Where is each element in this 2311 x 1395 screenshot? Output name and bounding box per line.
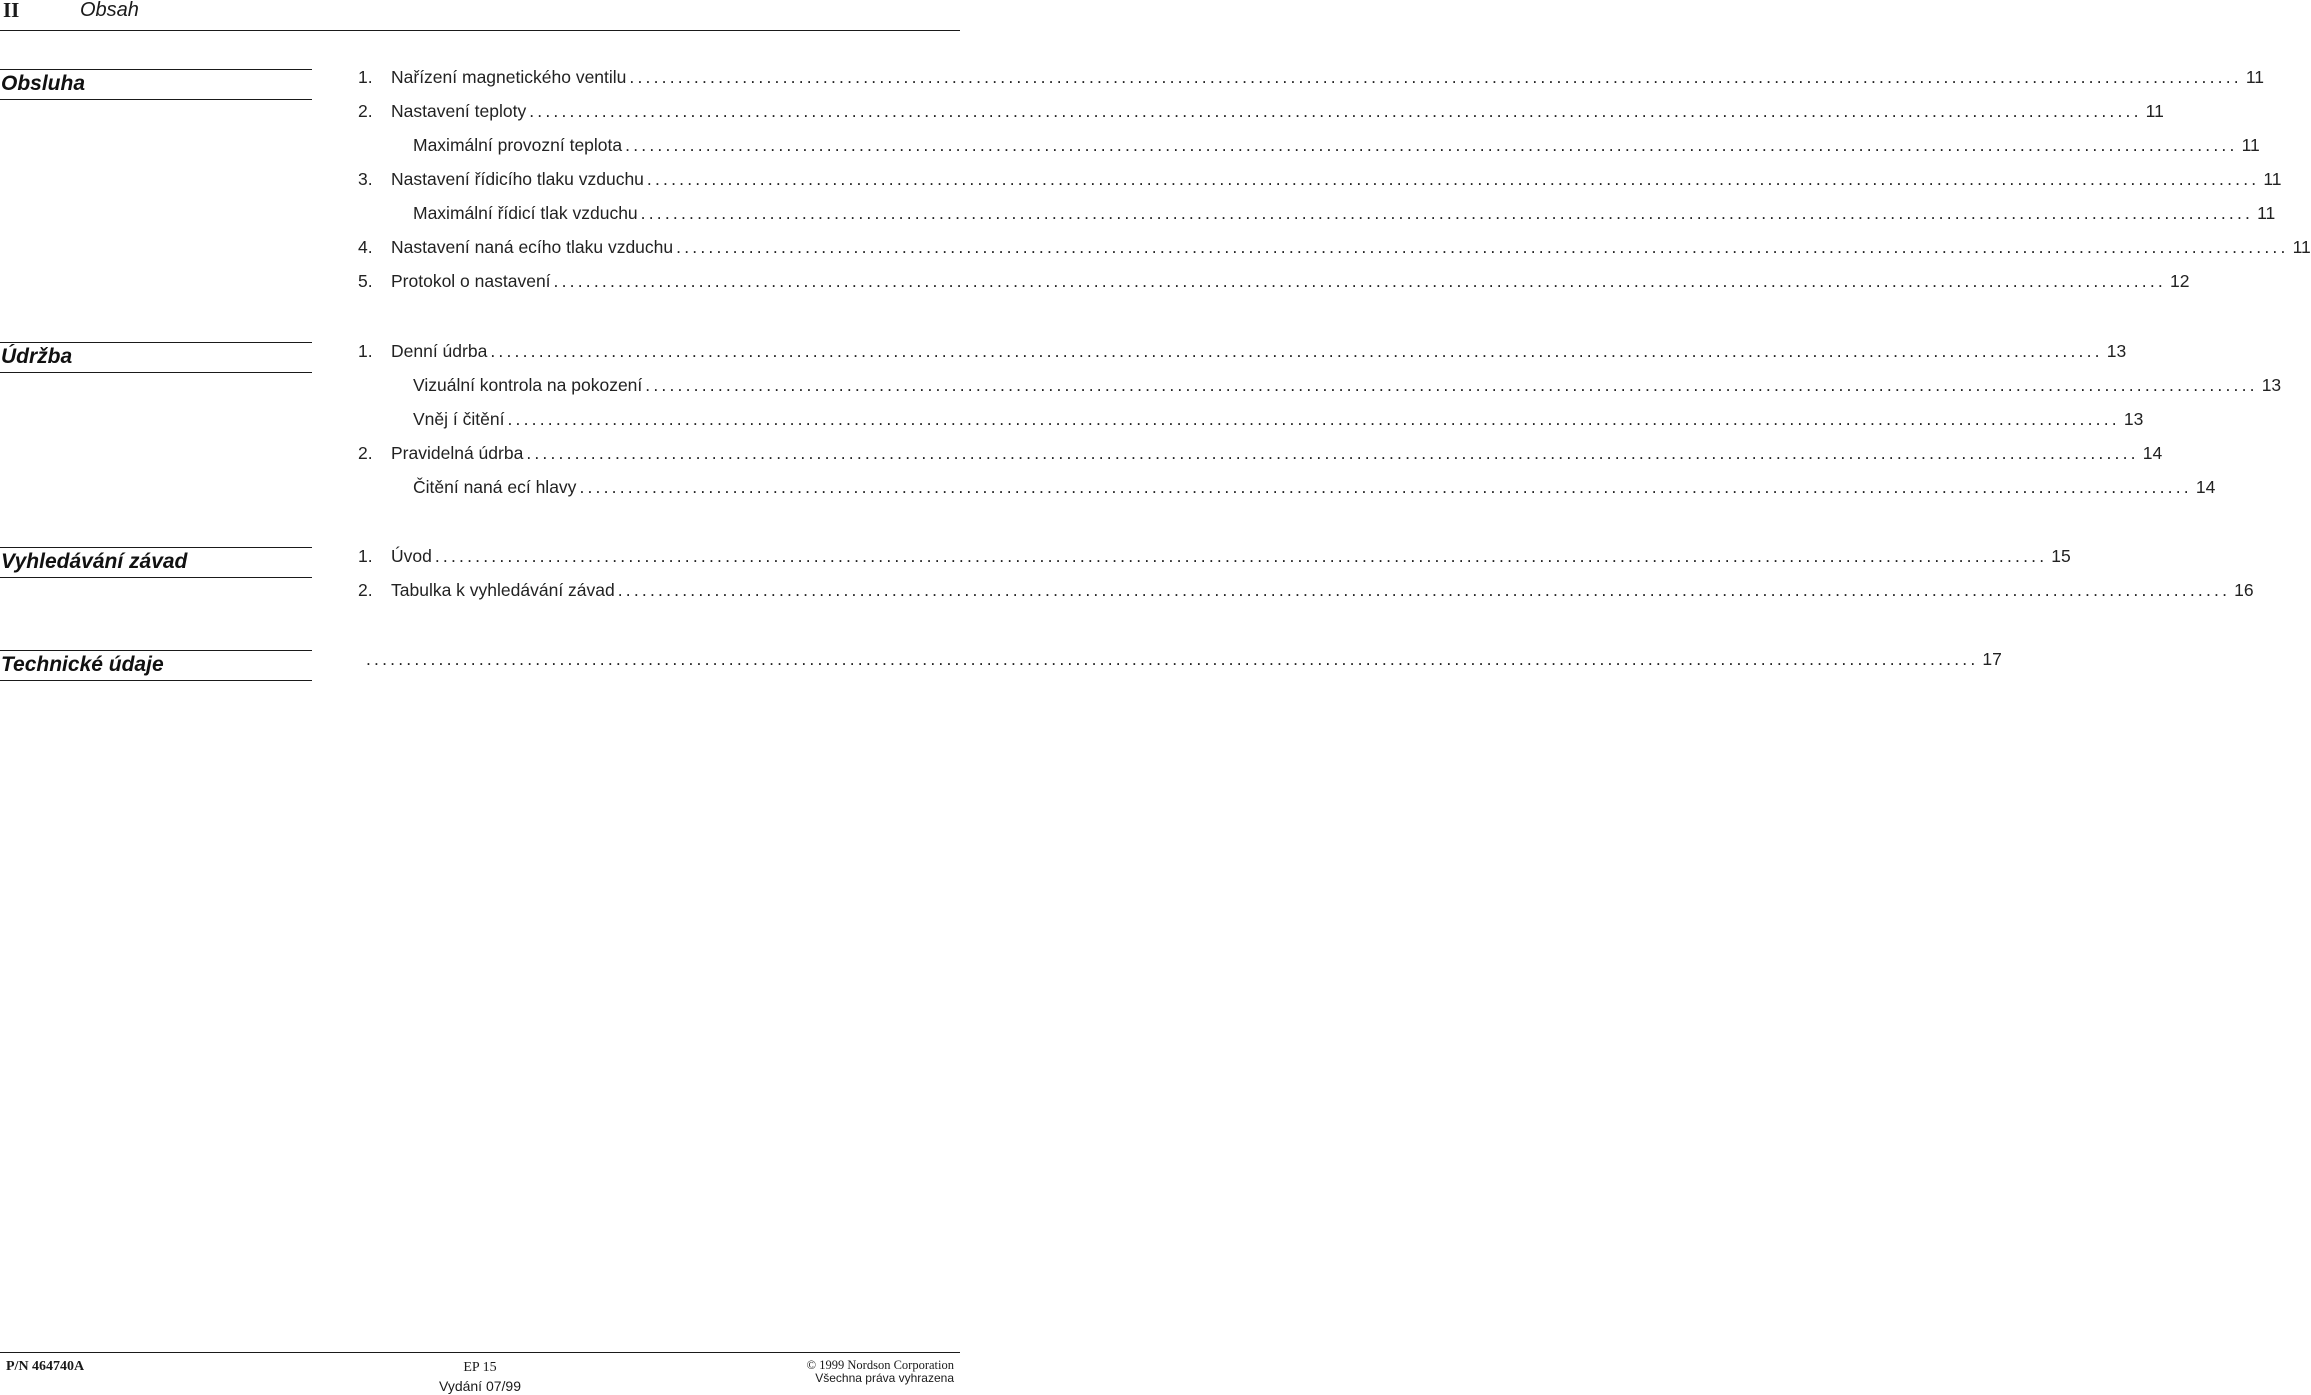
section-number: II [3, 0, 20, 22]
entry-number: 1. [358, 67, 373, 87]
footer-rule [0, 1352, 960, 1353]
product-name: EP 15 [463, 1360, 497, 1375]
toc-entry[interactable] [358, 579, 2254, 613]
entry-number: 4. [358, 237, 373, 257]
toc-entry[interactable] [358, 236, 2311, 270]
entry-title: Protokol o nastavení [391, 271, 551, 291]
toc-entry[interactable] [413, 374, 2282, 408]
entry-page-number: 14 [2195, 477, 2216, 497]
entry-page-number: 11 [2292, 237, 2311, 257]
entry-page-number: 16 [2234, 580, 2254, 600]
toc-entry[interactable] [358, 100, 2164, 134]
entry-page-number: 15 [2051, 546, 2071, 566]
entry-page-number: 17 [1982, 649, 2002, 669]
section-heading-box [0, 650, 312, 681]
entry-title: Maximální řídicí tlak vzduchu [413, 203, 638, 223]
entry-number: 2. [358, 443, 373, 463]
dot-leader: ........................................................................................................................................................................................................ [507, 409, 2120, 429]
toc-entry[interactable] [358, 545, 2071, 579]
page-footer [0, 1352, 960, 1395]
entry-title: Denní údrba [391, 341, 488, 361]
entry-number: 2. [358, 101, 373, 121]
section-heading-box [0, 69, 312, 100]
entry-page-number: 13 [2123, 409, 2144, 429]
dot-leader: ........................................................................................................................................................................................................ [617, 580, 2231, 600]
entry-page-number: 13 [2261, 375, 2282, 395]
section-heading: Údržba [1, 345, 73, 368]
entry-number: 1. [358, 546, 373, 566]
entry-title: Vněj í čitění [413, 409, 505, 429]
entry-page-number: 13 [2106, 341, 2127, 361]
toc-entry[interactable] [358, 168, 2282, 202]
toc-entry[interactable] [358, 270, 2190, 304]
entry-title: Nastavení teploty [391, 101, 527, 121]
dot-leader: ........................................................................................................................................................................................................ [434, 546, 2048, 566]
entry-number: 2. [358, 580, 373, 600]
header-rule [0, 30, 960, 31]
dot-leader: ........................................................................................................................................................................................................ [490, 341, 2103, 361]
entry-page-number: 12 [2169, 271, 2190, 291]
entry-title: Úvod [391, 546, 432, 566]
section-heading: Technické údaje [1, 653, 164, 676]
entry-title: Pravidelná údrba [391, 443, 524, 463]
footer-right [807, 1359, 954, 1385]
entry-number: 1. [358, 341, 373, 361]
entry-title: Vizuální kontrola na pokození [413, 375, 643, 395]
entry-title: Nastavení naná ecího tlaku vzduchu [391, 237, 674, 257]
dot-leader: ........................................................................................................................................................................................................ [646, 169, 2260, 189]
entry-number: 5. [358, 271, 373, 291]
entry-page-number: 11 [2263, 169, 2282, 189]
dot-leader: ........................................................................................................................................................................................................ [366, 649, 1979, 669]
page-title: Obsah [80, 0, 139, 21]
toc-entry[interactable] [366, 648, 2002, 682]
section-heading-box [0, 547, 312, 578]
page-header [0, 0, 960, 30]
toc-entry[interactable] [413, 476, 2216, 510]
entry-title: Tabulka k vyhledávání závad [391, 580, 615, 600]
copyright: © 1999 Nordson Corporation [806, 1358, 954, 1372]
rights-notice: Všechna práva vyhrazena [815, 1371, 954, 1385]
part-number: P/N 464740A [6, 1359, 85, 1374]
dot-leader: ........................................................................................................................................................................................................ [526, 443, 2139, 463]
dot-leader: ........................................................................................................................................................................................................ [625, 135, 2238, 155]
dot-leader: ........................................................................................................................................................................................................ [629, 67, 2242, 87]
toc-entry[interactable] [358, 66, 2264, 100]
dot-leader: ........................................................................................................................................................................................................ [640, 203, 2254, 223]
section-heading-box [0, 342, 312, 373]
entry-page-number: 11 [2241, 135, 2260, 155]
footer-center [420, 1359, 540, 1395]
dot-leader: ........................................................................................................................................................................................................ [645, 375, 2258, 395]
entry-title: Nastavení řídicího tlaku vzduchu [391, 169, 644, 189]
toc-entry[interactable] [413, 202, 2276, 236]
dot-leader: ........................................................................................................................................................................................................ [553, 271, 2166, 291]
entry-page-number: 11 [2245, 67, 2264, 87]
dot-leader: ........................................................................................................................................................................................................ [676, 237, 2289, 257]
section-heading: Vyhledávání závad [1, 550, 188, 573]
entry-number: 3. [358, 169, 373, 189]
entry-page-number: 11 [2257, 203, 2276, 223]
entry-title: Čitění naná ecí hlavy [413, 477, 577, 497]
edition: Vydání 07/99 [439, 1378, 521, 1394]
toc-entry[interactable] [358, 340, 2127, 374]
toc-entry[interactable] [413, 134, 2260, 168]
entry-page-number: 11 [2145, 101, 2164, 121]
entry-title: Nařízení magnetického ventilu [391, 67, 627, 87]
entry-title: Maximální provozní teplota [413, 135, 623, 155]
toc-entry[interactable] [358, 442, 2163, 476]
section-heading: Obsluha [1, 72, 86, 95]
dot-leader: ........................................................................................................................................................................................................ [579, 477, 2192, 497]
toc-entry[interactable] [413, 408, 2144, 442]
dot-leader: ........................................................................................................................................................................................................ [529, 101, 2142, 121]
entry-page-number: 14 [2142, 443, 2163, 463]
